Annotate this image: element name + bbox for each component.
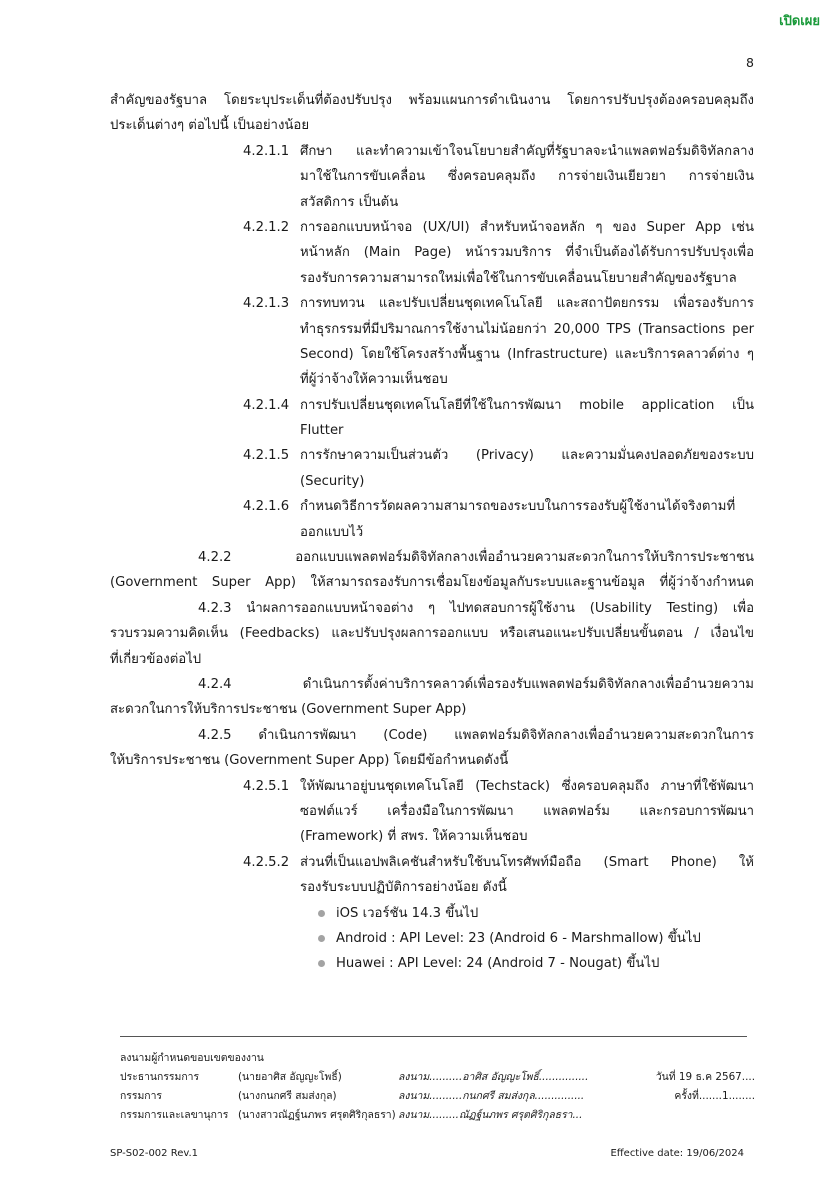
paragraph-line: 4.2.5 ดำเนินการพัฒนา (Code) แพลตฟอร์มดิจิทัลกลางเพื่ออำนวยความสะดวกในการ (198, 727, 754, 743)
item-text: การออกแบบหน้าจอ (UX/UI) สำหรับหน้าจอหลัก ๆ ของ Super App เช่น (300, 219, 754, 235)
signature-name: (นางสาวณัฏฐ์นภพร ศรุตศิริกุลธรา) (238, 1109, 396, 1121)
bullet-item (110, 901, 754, 926)
signature-revision: ครั้งที่.......1........ (674, 1090, 755, 1102)
item-number: 4.2.1.6 (243, 499, 290, 515)
item-number: 4.2.5.2 (243, 854, 290, 870)
item-text: ซอฟต์แวร์ เครื่องมือในการพัฒนา แพลตฟอร์ม และกรอบการพัฒนา (300, 803, 754, 819)
signature-extra (623, 1106, 755, 1125)
signature-divider (120, 1036, 747, 1037)
paragraph-line: ให้บริการประชาชน (Government Super App) โดยมีข้อกำหนดดังนี้ (110, 753, 509, 769)
signature-role: กรรมการและเลขานุการ (120, 1109, 229, 1121)
bullet-text: Huawei : API Level: 24 (Android 7 - Nougat) ขึ้นไป (336, 956, 660, 972)
paragraph-4-2-5 (110, 723, 754, 774)
signature-name: (นายอาศิส อัญญะโพธิ์) (238, 1071, 342, 1083)
document-code: SP-S02-002 Rev.1 (110, 1148, 199, 1159)
signature-name: (นางกนกศรี สมส่งกุล) (238, 1090, 337, 1102)
item-number: 4.2.5.1 (243, 778, 290, 794)
item-text: กำหนดวิธีการวัดผลความสามารถของระบบในการรองรับผู้ใช้งานได้จริงตามที่ (300, 499, 736, 515)
intro-line: ประเด็นต่างๆ ต่อไปนี้ เป็นอย่างน้อย (110, 118, 310, 134)
signature-row (120, 1087, 755, 1106)
item-text: ให้พัฒนาอยู่บนชุดเทคโนโลยี (Techstack) ซึ่งครอบคลุมถึง ภาษาที่ใช้พัฒนา (300, 778, 754, 794)
paragraph-line: ที่เกี่ยวข้องต่อไป (110, 651, 202, 667)
bullet-icon (318, 935, 325, 942)
item-4-2-1-3 (110, 291, 754, 393)
paragraph-line: 4.2.3 นำผลการออกแบบหน้าจอต่าง ๆ ไปทดสอบการผู้ใช้งาน (Usability Testing) เพื่อ (198, 600, 754, 616)
item-text: ทำธุรกรรมที่มีปริมาณการใช้งานไม่น้อยกว่า 20,000 TPS (Transactions per (300, 321, 754, 337)
item-4-2-1-2 (110, 215, 754, 291)
item-text: การปรับเปลี่ยนชุดเทคโนโลยีที่ใช้ในการพัฒนา mobile application เป็น (300, 397, 754, 413)
signature-sign: ลงนาม.........ณัฏฐ์นภพร ศรุตศิริกุลธรา... (398, 1109, 583, 1121)
signature-date: วันที่ 19 ธ.ค 2567.... (655, 1071, 755, 1083)
signature-role: ประธานกรรมการ (120, 1071, 200, 1083)
item-text: การรักษาความเป็นส่วนตัว (Privacy) และความมั่นคงปลอดภัยของระบบ (300, 448, 754, 464)
item-4-2-5-1 (110, 774, 754, 850)
bullet-text: iOS เวอร์ชัน 14.3 ขึ้นไป (336, 905, 479, 921)
bullet-text: Android : API Level: 23 (Android 6 - Marshmallow) ขึ้นไป (336, 930, 701, 946)
item-4-2-1-4 (110, 393, 754, 444)
signature-role: กรรมการ (120, 1090, 163, 1102)
item-text: ที่ผู้ว่าจ้างให้ความเห็นชอบ (300, 372, 448, 388)
item-number: 4.2.1.1 (243, 143, 290, 159)
item-4-2-1-1 (110, 139, 754, 215)
item-text: (Framework) ที่ สพร. ให้ความเห็นชอบ (300, 829, 528, 845)
item-number: 4.2.1.5 (243, 448, 290, 464)
item-text: สวัสดิการ เป็นต้น (300, 194, 399, 210)
item-text: หน้าหลัก (Main Page) หน้ารวมบริการ ที่จำเป็นต้องได้รับการปรับปรุงเพื่อ (300, 245, 754, 261)
item-number: 4.2.1.4 (243, 397, 290, 413)
item-number: 4.2.1.3 (243, 296, 290, 312)
item-4-2-1-5 (110, 443, 754, 494)
signature-sign: ลงนาม..........กนกศรี สมส่งกุล............... (398, 1090, 585, 1102)
item-text: ออกแบบไว้ (300, 524, 364, 540)
item-text: ศึกษา และทำความเข้าใจนโยบายสำคัญที่รัฐบาลจะนำแพลตฟอร์มดิจิทัลกลาง (300, 143, 754, 159)
item-number: 4.2.1.2 (243, 219, 290, 235)
paragraph-line: สะดวกในการให้บริการประชาชน (Government Super App) (110, 702, 467, 718)
signature-sign: ลงนาม..........อาศิส อัญญะโพธิ์............... (398, 1071, 589, 1083)
paragraph-line: (Government Super App) ให้สามารถรองรับการเชื่อมโยงข้อมูลกับระบบและฐานข้อมูล ที่ผู้ว่าจ้างกำหนด (110, 575, 754, 591)
item-text: รองรับการความสามารถใหม่เพื่อใช้ในการขับเคลื่อนนโยบายสำคัญของรัฐบาล (300, 270, 737, 286)
classification-stamp: เปิดเผย (779, 14, 820, 29)
paragraph-line: รวบรวมความคิดเห็น (Feedbacks) และปรับปรุงผลการออกแบบ หรือเสนอแนะปรับเปลี่ยนขั้นตอน / เงื่อนไข (110, 626, 754, 642)
effective-date: Effective date: 19/06/2024 (610, 1148, 744, 1159)
intro-line: สำคัญของรัฐบาล โดยระบุประเด็นที่ต้องปรับปรุง พร้อมแผนการดำเนินงาน โดยการปรับปรุงต้องครอบคลุมถึง (110, 93, 754, 108)
signature-row (120, 1106, 755, 1125)
item-text: การทบทวน และปรับเปลี่ยนชุดเทคโนโลยี และสถาปัตยกรรม เพื่อรองรับการ (300, 296, 754, 312)
page-number: 8 (746, 55, 754, 70)
paragraph-4-2-3 (110, 596, 754, 672)
signature-row (120, 1068, 755, 1087)
signature-heading: ลงนามผู้กำหนดขอบเขตของงาน (120, 1052, 264, 1064)
item-text: Flutter (300, 423, 344, 439)
paragraph-line: 4.2.4 ดำเนินการตั้งค่าบริการคลาวด์เพื่อรองรับแพลตฟอร์มดิจิทัลกลางเพื่ออำนวยความ (198, 676, 754, 692)
bullet-icon (318, 960, 325, 967)
signature-block (120, 1049, 755, 1125)
item-4-2-5-2 (110, 850, 754, 901)
bullet-item (110, 951, 754, 976)
item-text: (Security) (300, 473, 365, 489)
paragraph-line: 4.2.2 ออกแบบแพลตฟอร์มดิจิทัลกลางเพื่ออำนวยความสะดวกในการให้บริการประชาชน (198, 550, 754, 566)
bullet-icon (318, 910, 325, 917)
bullet-item (110, 926, 754, 951)
document-body (110, 88, 754, 977)
item-text: รองรับระบบปฏิบัติการอย่างน้อย ดังนี้ (300, 880, 507, 896)
item-text: มาใช้ในการขับเคลื่อน ซึ่งครอบคลุมถึง การจ่ายเงินเยียวยา การจ่ายเงิน (300, 169, 754, 185)
paragraph-4-2-2 (110, 545, 754, 596)
item-text: ส่วนที่เป็นแอปพลิเคชันสำหรับใช้บนโทรศัพท์มือถือ (Smart Phone) ให้ (300, 854, 754, 870)
paragraph-4-2-4 (110, 672, 754, 723)
item-text: Second) โดยใช้โครงสร้างพื้นฐาน (Infrastructure) และบริการคลาวด์ต่าง ๆ (300, 346, 754, 362)
item-4-2-1-6 (110, 494, 754, 545)
